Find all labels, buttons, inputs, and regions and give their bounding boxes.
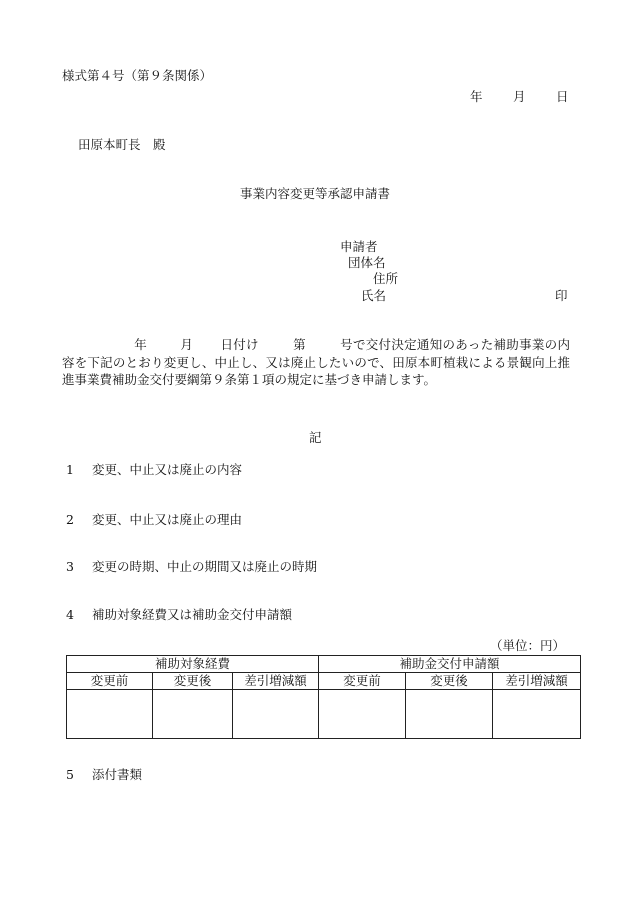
date-day: 日 (556, 89, 569, 104)
table-group-row (67, 656, 581, 673)
item-text: 変更、中止又は廃止の理由 (92, 512, 243, 527)
item-text: 補助対象経費又は補助金交付申請額 (92, 607, 293, 622)
ki-heading: 記 (309, 430, 322, 445)
date-year: 年 (470, 89, 483, 104)
body-text: 号で交付決定通知のあった補助事業の内容を下記のとおり変更し、中止し、又は廃止したいので、田原本町植栽による景観向上推進事業費補助金交付要綱第９条第１項の規定に基づき申請します。 (62, 337, 570, 387)
table-row (67, 690, 581, 739)
item-number: 4 (66, 607, 74, 622)
amount-table (66, 655, 581, 739)
table-cell[interactable] (233, 690, 319, 739)
body-number-prefix: 第 (292, 337, 306, 352)
seal-mark: 印 (555, 288, 568, 303)
body-month: 月 (180, 337, 194, 352)
application-body (62, 336, 570, 389)
item-text: 変更、中止又は廃止の内容 (92, 462, 243, 477)
group-header-subsidy-cost: 補助対象経費 (67, 656, 319, 673)
org-name-label: 団体名 (348, 255, 386, 270)
addressee: 田原本町長 殿 (78, 137, 166, 152)
unit-label: （単位：円） (490, 638, 566, 653)
group-header-grant-amount: 補助金交付申請額 (319, 656, 581, 673)
body-day: 日付け (220, 337, 259, 352)
table-cell[interactable] (406, 690, 493, 739)
table-column-row (67, 673, 581, 690)
form-number: 様式第４号（第９条関係） (62, 68, 213, 83)
applicant-heading: 申請者 (340, 239, 378, 254)
address-label: 住所 (373, 271, 399, 286)
table-cell[interactable] (493, 690, 581, 739)
column-header: 変更前 (319, 673, 406, 690)
table-cell[interactable] (67, 690, 153, 739)
item-number: 5 (66, 767, 74, 782)
column-header: 変更後 (153, 673, 233, 690)
item-number: 3 (66, 559, 74, 574)
document-title: 事業内容変更等承認申請書 (240, 186, 391, 201)
item-text: 変更の時期、中止の期間又は廃止の時期 (92, 559, 318, 574)
name-label: 氏名 (361, 288, 387, 303)
date-month: 月 (513, 89, 526, 104)
item-text: 添付書類 (92, 767, 143, 782)
column-header: 変更前 (67, 673, 153, 690)
column-header: 変更後 (406, 673, 493, 690)
item-number: 1 (66, 462, 74, 477)
table-cell[interactable] (319, 690, 406, 739)
body-year: 年 (134, 337, 148, 352)
item-number: 2 (66, 512, 74, 527)
column-header: 差引増減額 (233, 673, 319, 690)
column-header: 差引増減額 (493, 673, 581, 690)
table-cell[interactable] (153, 690, 233, 739)
